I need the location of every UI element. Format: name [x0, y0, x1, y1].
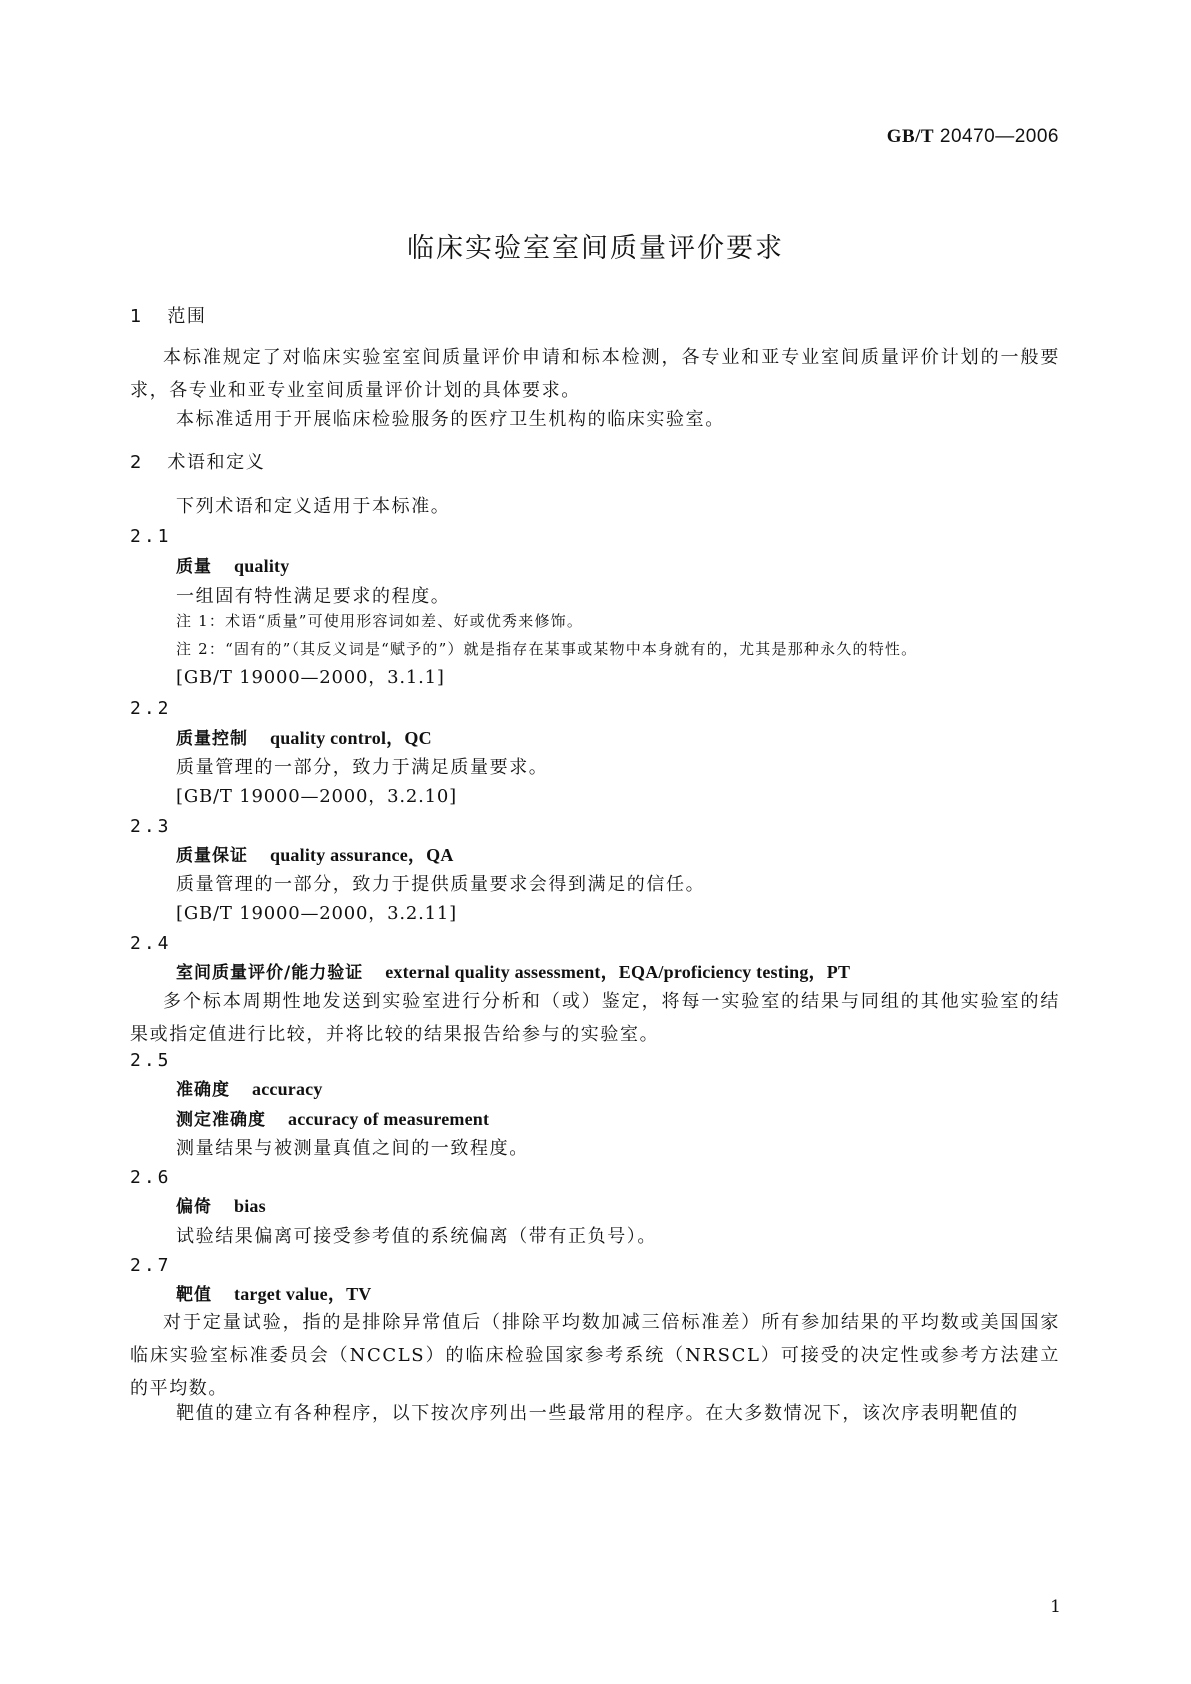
term-note: 注 2：“固有的”（其反义词是“赋予的”）就是指存在某事或某物中本身就有的，尤其是那种永久的特性。 [176, 640, 918, 658]
clause-number: 2.5 [130, 1050, 172, 1071]
term-cn: 质量保证 [176, 846, 248, 866]
section-2-heading [130, 446, 1060, 479]
term-cn: 测定准确度 [176, 1110, 266, 1130]
section-number: 2 [130, 452, 144, 473]
term-heading [176, 1073, 1060, 1107]
term-en: target value，TV [234, 1284, 372, 1304]
term-cn: 偏倚 [176, 1197, 212, 1217]
standard-code: 20470—2006 [939, 126, 1059, 147]
document-title: 临床实验室室间质量评价要求 [407, 233, 784, 264]
term-en: accuracy [252, 1079, 323, 1099]
term-en: quality [234, 556, 290, 576]
standard-number [887, 126, 1059, 148]
clause-number: 2.1 [130, 526, 172, 547]
term-definition: 一组固有特性满足要求的程度。 [176, 586, 451, 607]
section-2-intro: 下列术语和定义适用于本标准。 [176, 496, 451, 517]
term-reference: [GB/T 19000—2000，3.1.1] [176, 667, 445, 688]
term-cn: 准确度 [176, 1080, 230, 1100]
term-reference: [GB/T 19000—2000，3.2.11] [176, 903, 457, 924]
term-en: bias [234, 1196, 266, 1216]
term-en: external quality assessment，EQA/proficiency testing，PT [385, 962, 851, 982]
term-reference: [GB/T 19000—2000，3.2.10] [176, 786, 457, 807]
clause-number: 2.7 [130, 1255, 172, 1276]
section-title: 术语和定义 [167, 452, 266, 473]
term-definition: 多个标本周期性地发送到实验室进行分析和（或）鉴定，将每一实验室的结果与同组的其他实验室的结果或指定值进行比较，并将比较的结果报告给参与的实验室。 [130, 991, 1060, 1045]
term-cn: 室间质量评价/能力验证 [176, 963, 364, 983]
term-definition: 试验结果偏离可接受参考值的系统偏离（带有正负号）。 [176, 1226, 657, 1247]
term-definition: 测量结果与被测量真值之间的一致程度。 [176, 1138, 529, 1159]
section-1-paragraph-1: 本标准规定了对临床实验室室间质量评价申请和标本检测，各专业和亚专业室间质量评价计划的一般要求，各专业和亚专业室间质量评价计划的具体要求。 [130, 347, 1060, 401]
section-title: 范围 [167, 306, 207, 327]
term-definition-continued: 靶值的建立有各种程序，以下按次序列出一些最常用的程序。在大多数情况下，该次序表明靶值的 [176, 1403, 1019, 1424]
section-1-paragraph-2: 本标准适用于开展临床检验服务的医疗卫生机构的临床实验室。 [176, 409, 725, 430]
term-en: quality assurance，QA [270, 845, 454, 865]
term-cn: 质量控制 [176, 729, 248, 749]
term-note: 注 1：术语“质量”可使用形容词如差、好或优秀来修饰。 [176, 612, 584, 630]
page-number: 1 [1050, 1597, 1061, 1617]
clause-number: 2.6 [130, 1167, 172, 1188]
clause-number: 2.4 [130, 933, 172, 954]
term-definition: 质量管理的一部分，致力于提供质量要求会得到满足的信任。 [176, 874, 706, 895]
term-definition: 对于定量试验，指的是排除异常值后（排除平均数加减三倍标准差）所有参加结果的平均数或美国国家临床实验室标准委员会（NCCLS）的临床检验国家参考系统（NRSCL）可接受的决定性或参考方法建立的平均数。 [130, 1312, 1060, 1399]
term-cn: 靶值 [176, 1285, 212, 1305]
standard-prefix: GB/T [886, 126, 935, 147]
section-number: 1 [130, 306, 144, 327]
term-en: accuracy of measurement [288, 1109, 490, 1129]
term-en: quality control，QC [270, 728, 432, 748]
section-1-heading [130, 300, 1060, 333]
clause-number: 2.2 [130, 698, 172, 719]
term-definition: 质量管理的一部分，致力于满足质量要求。 [176, 757, 549, 778]
term-cn: 质量 [176, 557, 212, 577]
term-heading [176, 1190, 1060, 1224]
clause-number: 2.3 [130, 816, 172, 837]
term-heading [176, 550, 1060, 584]
